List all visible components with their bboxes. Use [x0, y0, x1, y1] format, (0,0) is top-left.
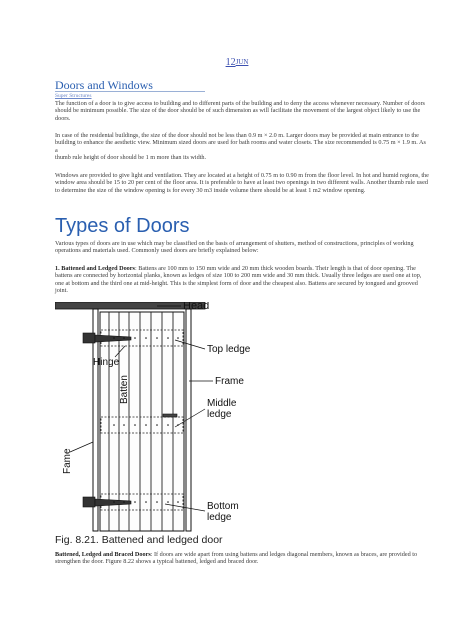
label-bottom-ledge-1: Bottom	[207, 501, 239, 512]
item2-title: Battened, Ledged and Braced Doors	[55, 551, 151, 558]
door-leaf	[100, 312, 184, 531]
battened-ledged-door-figure	[55, 302, 320, 534]
label-top-ledge: Top ledge	[207, 344, 251, 355]
label-batten: Batten	[119, 375, 130, 404]
paragraph-windows: Windows are provided to give light and ventilation. They are located at a height of 0.75 m to 0.90 m from the floor level. In hot and humid regions, the window area should be 15 to 20 per cent of the floor area. It is preferable to have at least two openings in two different walls. Another thumb rule used to determine the size of the window opening is for every 30 m3 inside volume there should be at least 1 m2 window opening.	[55, 172, 429, 194]
item1-title: 1. Battened and Ledged Doors	[55, 265, 135, 272]
label-head: Head	[183, 302, 210, 312]
post-day: 12	[225, 57, 236, 68]
paragraph-door-size	[55, 132, 430, 161]
label-frame: Frame	[215, 376, 244, 387]
label-middle-ledge-1: Middle	[207, 398, 237, 409]
article-title[interactable]: Doors and Windows	[55, 78, 153, 92]
door-handle-icon	[163, 414, 177, 417]
paragraph-braced-doors	[55, 551, 430, 566]
figure-caption: Fig. 8.21. Battened and ledged door	[55, 534, 223, 546]
title-divider	[55, 91, 205, 92]
paragraph-battened-ledged	[55, 265, 430, 294]
label-middle-ledge-2: ledge	[207, 409, 232, 420]
paragraph-door-types: Various types of doors are in use which may be classified on the basis of arrangement of shutters, method of constructions, principles of working operations and materials used. Commonly used doors are briefly explained below:	[55, 240, 414, 255]
paragraph-thumb-rule: thumb rule height of door should be 1 m more than its width.	[55, 153, 207, 161]
post-date	[0, 57, 474, 68]
section-title: Types of Doors	[55, 215, 190, 237]
item1-text: : Battens are 100 mm to 150 mm wide and 20 mm thick wooden boards. Their length is that of door opening. The battens are connected by horizontal planks, known as ledges of size 100 to 200 mm wide and 30 mm thick. Usually three ledges are used one at top, one at bottom and the third one at mid-height. This is the simplest form of door and the cheapest also. Battens are secured by tongued and grooved joint.	[55, 265, 422, 294]
paragraph-door-size-text: In case of the residental buildings, the size of the door should not be less than 0.9 m × 2.0 m. Larger doors may be provided at main entrance to the building to enhance the aesthetic view. Minimum sized doors are used for bath rooms and water closets. The size recommended is 0.75 m × 1.9 m. As a	[55, 132, 426, 154]
label-bottom-ledge-2: ledge	[207, 512, 232, 523]
label-hinge: Hinge	[93, 357, 120, 368]
paragraph-door-function: The function of a door is to give access to building and to different parts of the building and to deny the access whenever necessary. Number of doors should be minimum possible. The size of the door should be of such dimension as will facilitate the movement of the largest object likely to use the doors.	[55, 100, 425, 122]
label-fame: Fame	[62, 448, 73, 474]
category-link[interactable]: Super Structures	[55, 93, 92, 99]
item2-text: : If doors are wide apart from using battens and ledges diagonal members, known as braces, are provided to strengthen the door. Figure 8.22 shows a typical battened, ledged and braced door.	[55, 551, 418, 566]
post-month: JUN	[235, 58, 249, 66]
